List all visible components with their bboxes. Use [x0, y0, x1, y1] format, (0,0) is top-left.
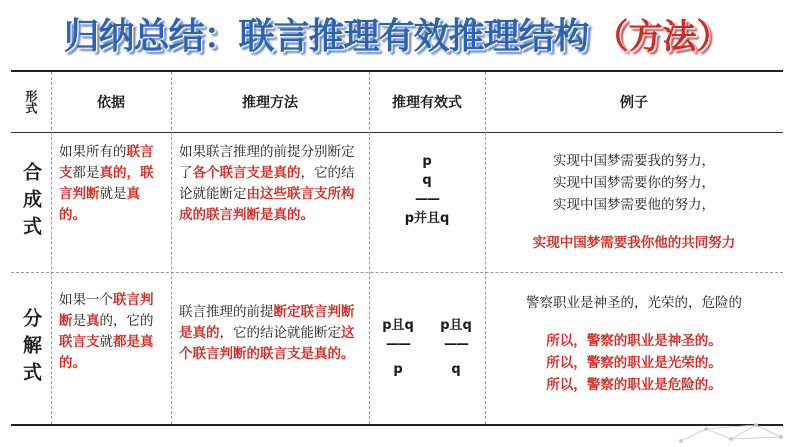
header-valid-form: 推理有效式	[392, 95, 462, 111]
highlight: 真的，	[99, 165, 140, 181]
example-line: 实现中国梦需要他的努力，	[553, 197, 715, 213]
header-form	[11, 72, 51, 132]
highlight: 各个联言支是真的	[192, 165, 301, 181]
example-line: 实现中国梦需要我的努力，	[553, 153, 715, 169]
highlight: 这个联言判断的联言支是真的。	[179, 325, 355, 362]
text: 如果一个	[59, 292, 113, 308]
text: 就是	[99, 186, 127, 202]
method-synthesis	[173, 138, 369, 270]
summary-table	[11, 70, 783, 426]
header-example: 例子	[620, 95, 648, 111]
formula-premise-left: p且q	[382, 318, 414, 333]
example-decomposition	[485, 288, 783, 422]
basis-decomposition	[53, 286, 171, 422]
formula-concl-right: q	[451, 362, 461, 377]
text: 都是	[72, 165, 100, 181]
highlight: 真	[86, 313, 100, 329]
network-decoration	[676, 421, 786, 445]
example-line: 实现中国梦需要你的努力，	[553, 175, 715, 191]
example-conclusion: 实现中国梦需要我你他的共同努力	[532, 235, 736, 251]
example-line: 所以，警察的职业是光荣的。	[546, 355, 722, 371]
text: 是	[72, 313, 86, 329]
highlight: 真的。	[59, 186, 140, 223]
text: 就	[99, 334, 113, 350]
highlight: 由这些联言支所构成的联言判断是真的。	[179, 186, 355, 223]
text: 如果所有的	[59, 144, 127, 160]
row-label-decomposition-text: 分解式	[20, 307, 42, 389]
header-method: 推理方法	[242, 95, 298, 111]
title-paren: （方法）	[594, 17, 731, 57]
text: ，它的结论就能断定	[179, 165, 355, 202]
formula-conclusions	[369, 360, 485, 379]
row-label-decomposition	[11, 272, 51, 424]
highlight: 联言判断	[59, 292, 154, 329]
text: 联言推理的前提	[179, 304, 274, 320]
highlight: 联言支	[59, 144, 154, 181]
highlight: 断定联言判断是真的	[179, 304, 355, 341]
row-label-synthesis	[11, 132, 51, 272]
formula-bar: ——	[386, 337, 410, 352]
formula-synthesis	[369, 152, 485, 262]
example-synthesis	[485, 146, 783, 270]
formula-conclusion: p并且q	[404, 211, 450, 226]
example-premise: 警察职业是神圣的，光荣的，危险的	[526, 295, 742, 311]
row-label-synthesis-text: 合成式	[20, 161, 42, 243]
formula-concl-left: p	[393, 362, 403, 377]
text: 如果联言推理的前提分别断定了	[179, 144, 355, 181]
formula-premise-right: p且q	[440, 318, 472, 333]
page-title	[0, 8, 794, 64]
text: ，它的结论就能断定	[219, 325, 341, 341]
basis-synthesis	[53, 138, 171, 270]
formula-bar: ——	[444, 337, 468, 352]
formula-p: p	[422, 154, 432, 169]
formula-bars	[369, 335, 485, 354]
formula-premises	[369, 316, 485, 335]
highlight: 都是真的。	[59, 334, 154, 371]
formula-bar: ——	[415, 192, 439, 207]
text: 的，它的	[99, 313, 154, 329]
example-line: 所以，警察的职业是神圣的。	[546, 333, 722, 349]
header-basis: 依据	[97, 95, 125, 111]
highlight: 联言支	[59, 334, 100, 350]
example-line: 所以，警察的职业是危险的。	[546, 377, 722, 393]
method-decomposition	[173, 298, 369, 422]
formula-q: q	[422, 173, 432, 188]
highlight: 联言判断	[59, 165, 154, 202]
formula-decomposition	[369, 316, 485, 416]
header-form-label: 形式	[24, 90, 38, 114]
title-main: 归纳总结：联言推理有效推理结构	[63, 16, 589, 57]
